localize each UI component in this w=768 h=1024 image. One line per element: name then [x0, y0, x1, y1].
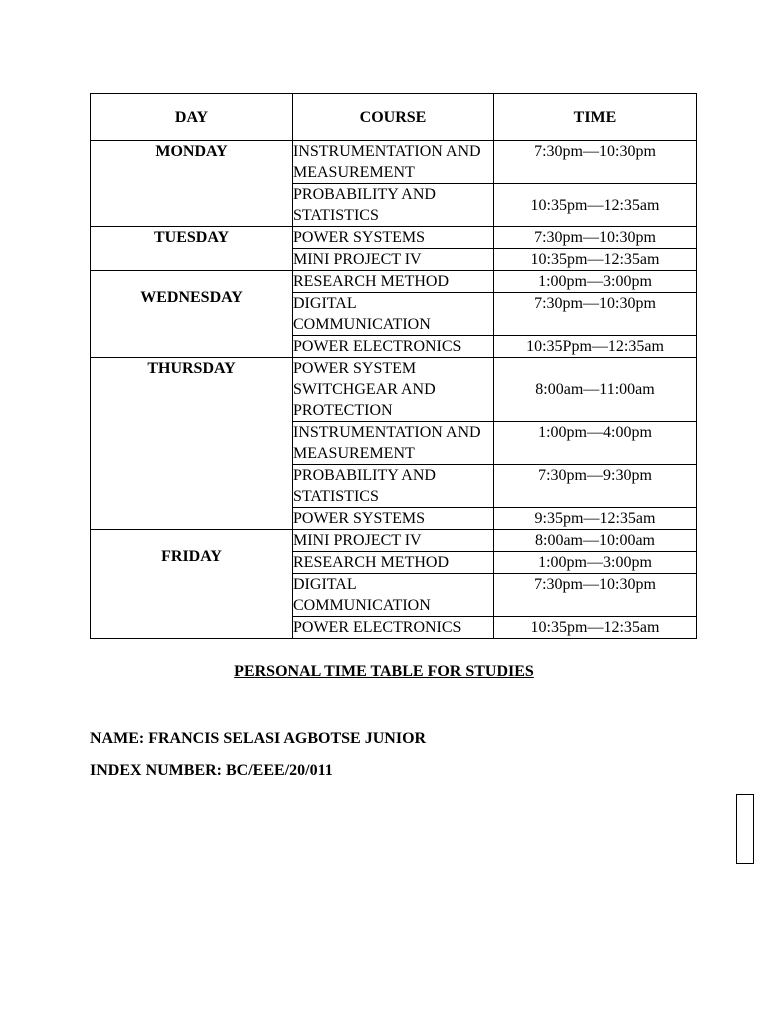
day-cell-monday: MONDAY — [91, 141, 293, 227]
time-cell: 10:35Ppm—12:35am — [494, 336, 697, 358]
course-cell: MINI PROJECT IV — [293, 249, 494, 271]
time-cell: 10:35pm—12:35am — [494, 184, 697, 227]
day-cell-friday: FRIDAY — [91, 530, 293, 639]
time-cell: 7:30pm—10:30pm — [494, 293, 697, 336]
course-cell: MINI PROJECT IV — [293, 530, 494, 552]
margin-box — [736, 794, 754, 864]
table-row — [91, 227, 697, 249]
table-row — [91, 141, 697, 184]
time-cell: 7:30pm—10:30pm — [494, 574, 697, 617]
course-cell: POWER ELECTRONICS — [293, 617, 494, 639]
course-cell: DIGITAL COMMUNICATION — [293, 574, 494, 617]
student-name: NAME: FRANCIS SELASI AGBOTSE JUNIOR — [90, 730, 427, 747]
header-course: COURSE — [293, 94, 494, 141]
index-number: INDEX NUMBER: BC/EEE/20/011 — [90, 762, 333, 779]
day-cell-thursday: THURSDAY — [91, 358, 293, 530]
course-cell: POWER SYSTEMS — [293, 227, 494, 249]
time-cell: 7:30pm—10:30pm — [494, 227, 697, 249]
course-cell: POWER SYSTEM SWITCHGEAR AND PROTECTION — [293, 358, 494, 422]
time-cell: 8:00am—11:00am — [494, 358, 697, 422]
table-row — [91, 358, 697, 422]
day-cell-tuesday: TUESDAY — [91, 227, 293, 271]
header-row — [91, 94, 697, 141]
time-cell: 1:00pm—4:00pm — [494, 422, 697, 465]
course-cell: DIGITAL COMMUNICATION — [293, 293, 494, 336]
time-cell: 1:00pm—3:00pm — [494, 552, 697, 574]
table-row — [91, 530, 697, 552]
header-day: DAY — [91, 94, 293, 141]
course-cell: INSTRUMENTATION AND MEASUREMENT — [293, 141, 494, 184]
time-cell: 10:35pm—12:35am — [494, 249, 697, 271]
timetable — [90, 93, 697, 639]
day-cell-wednesday: WEDNESDAY — [91, 271, 293, 358]
header-time: TIME — [494, 94, 697, 141]
time-cell: 9:35pm—12:35am — [494, 508, 697, 530]
time-cell: 7:30pm—9:30pm — [494, 465, 697, 508]
course-cell: PROBABILITY AND STATISTICS — [293, 465, 494, 508]
course-cell: PROBABILITY AND STATISTICS — [293, 184, 494, 227]
time-cell: 7:30pm—10:30pm — [494, 141, 697, 184]
document-title: PERSONAL TIME TABLE FOR STUDIES — [234, 663, 534, 680]
course-cell: INSTRUMENTATION AND MEASUREMENT — [293, 422, 494, 465]
course-cell: RESEARCH METHOD — [293, 271, 494, 293]
time-cell: 1:00pm—3:00pm — [494, 271, 697, 293]
course-cell: RESEARCH METHOD — [293, 552, 494, 574]
course-cell: POWER SYSTEMS — [293, 508, 494, 530]
time-cell: 8:00am—10:00am — [494, 530, 697, 552]
table-row — [91, 271, 697, 293]
course-cell: POWER ELECTRONICS — [293, 336, 494, 358]
time-cell: 10:35pm—12:35am — [494, 617, 697, 639]
